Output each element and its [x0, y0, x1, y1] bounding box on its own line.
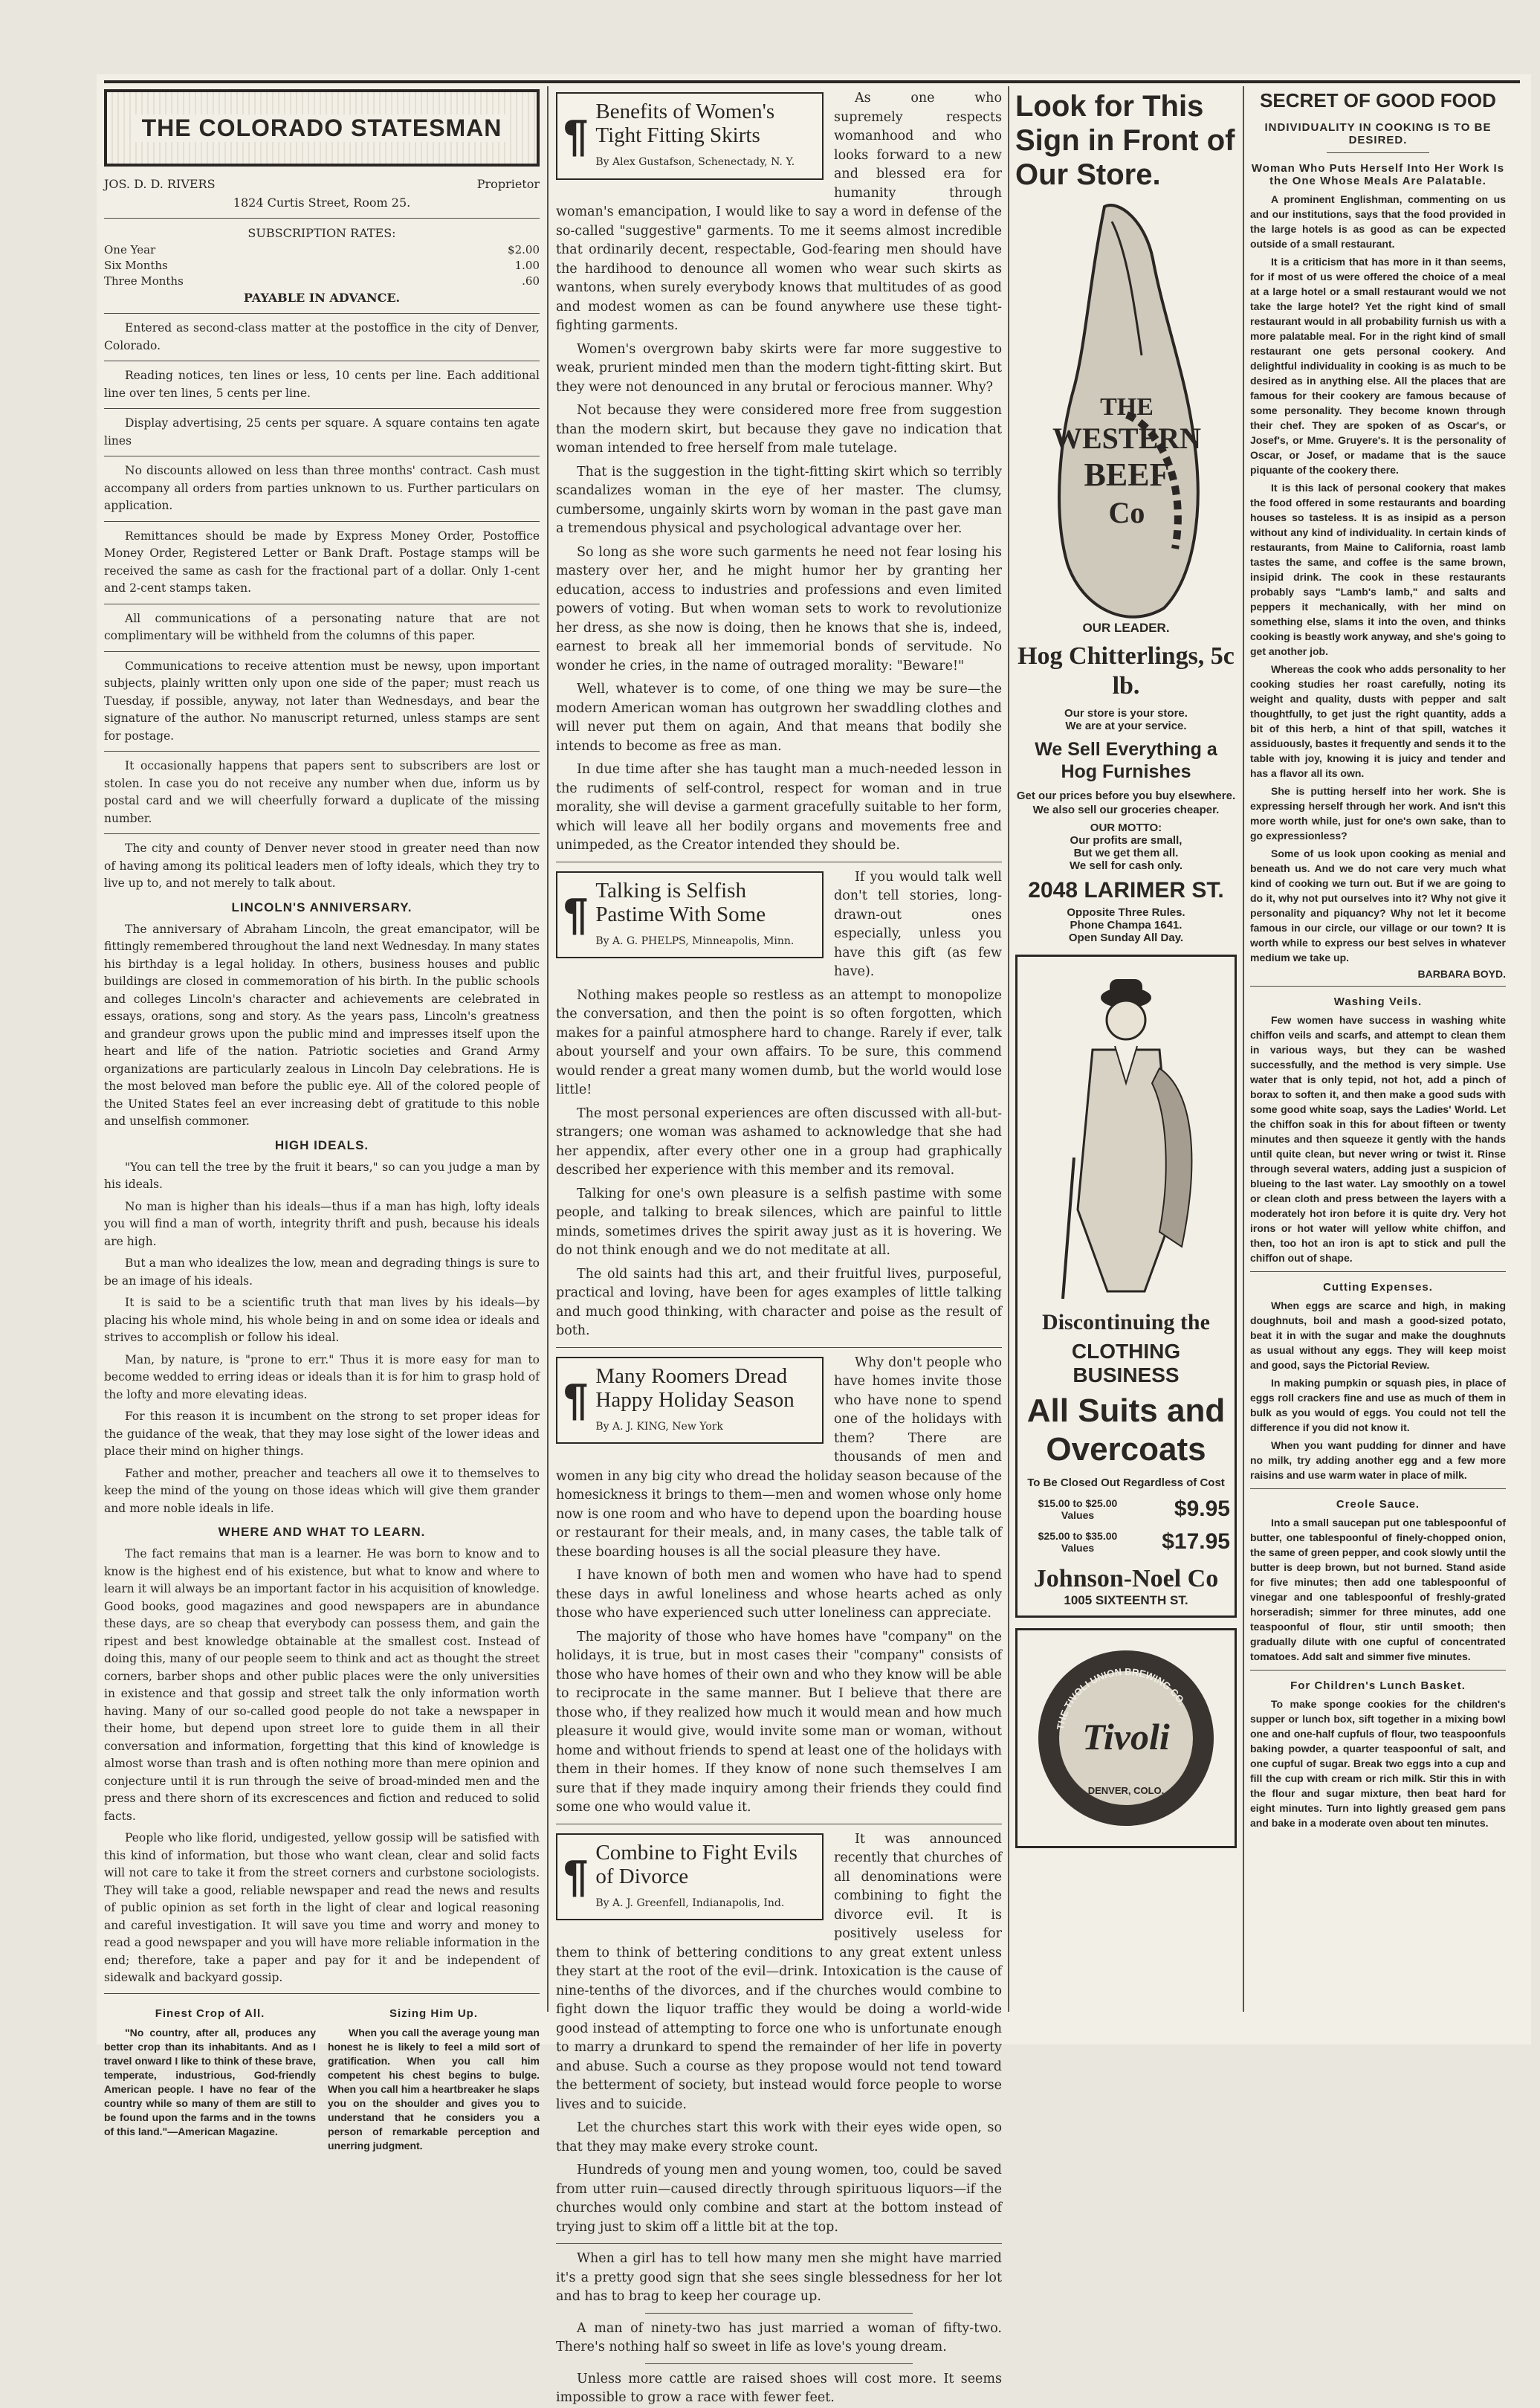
ideals-paragraph: It is said to be a scientific truth that man lives by his ideals—by placing his whole mind, his whole being in and on some idea or ideals and strives to accomplish or follow his ideal.	[104, 1296, 540, 1344]
column-editorial	[104, 89, 540, 2152]
roomers-paragraph: Why don't people who have homes invite those who have none to spend one of the holidays with them? There are thousands of men and women in any big city who dread the holiday season because of the homesickness it brings to them—men and women whose only home now is one room and who have to depend upon the boarding house or restaurant for their meals, and, in many cases, the table talk of these boarding houses is all the social pleasure they have.	[556, 1355, 1002, 1560]
look-for-sign: Look for This Sign in Front of Our Store.	[1015, 90, 1235, 191]
filler-paragraph: A man of ninety-two has just married a woman of fifty-two. There's nothing half so sweet in life as love's young dream.	[556, 2320, 1002, 2354]
article-title: Talking is Selfish Pastime With Some	[595, 878, 766, 926]
pilcrow-icon: ¶	[563, 110, 589, 161]
clothing-business: CLOTHING BUSINESS	[1071, 1340, 1181, 1387]
sell-everything: We Sell Everything a Hog Furnishes	[1035, 739, 1217, 782]
ad-line: Open Sunday All Day.	[1068, 932, 1184, 944]
roomers-paragraph: The majority of those who have homes have "company" on the holidays, it is true, but in most cases their "company" consists of those who have homes of their own and who they know will be able to reciprocate in the same manner. But I believe that there are those who, if they realized how much it would mean and how much pleasure it would give, would invite some man or woman, without home and without friends to spend at least one of the holidays with them in their homes. If they know of none such themselves I am sure that if they made inquiry among their friends they could find some one who would value it.	[556, 1629, 1002, 1815]
sizing-heading: Sizing Him Up.	[389, 2007, 478, 2020]
lunch-heading: For Children's Lunch Basket.	[1290, 1679, 1466, 1692]
food-title: SECRET OF GOOD FOOD	[1260, 89, 1496, 112]
pilcrow-icon: ¶	[563, 889, 589, 940]
ham-illustration	[1015, 192, 1237, 623]
tivoli-ad	[1015, 1628, 1237, 1848]
food-paragraph: She is putting herself into her work. She is expressing herself through her work. And isn't this more worth while, just for one's own sake, than to go expressionless?	[1250, 785, 1506, 842]
all-suits: All Suits and	[1026, 1392, 1226, 1429]
divorce-title-box	[556, 1830, 824, 1924]
rate-row: Six Months 1.00	[104, 259, 540, 272]
skirts-paragraph: Not because they were considered more free from suggestion than the modern skirt, but because they gave no indication that woman intended to free herself from male tutelage.	[556, 403, 1002, 456]
column-features	[556, 89, 1002, 2405]
cutting-paragraph: When eggs are scarce and high, in making doughnuts, boil and mash a good-sized potato, beat it in with the sugar and make the doughnuts as usual without any eggs. They will keep moist and good, says the Pictorial Review.	[1250, 1300, 1506, 1371]
article-author: By Alex Gustafson, Schenectady, N. Y.	[595, 156, 795, 168]
cutting-paragraph: When you want pudding for dinner and have no milk, try adding another egg and a few more raisins and use warm water in place of milk.	[1250, 1439, 1506, 1481]
author-signoff: BARBARA BOYD.	[1417, 968, 1506, 980]
rate-row: Three Months .60	[104, 274, 540, 288]
ad-line: We are at your service.	[1065, 720, 1187, 732]
ad-line: Our store is your store.	[1064, 707, 1188, 720]
food-paragraph: A prominent Englishman, commenting on us and our institutions, says that the food provided in the large hotels is as good as can be expected outside of a small restaurant.	[1250, 193, 1506, 250]
notice: Entered as second-class matter at the postoffice in the city of Denver, Colorado.	[104, 321, 540, 352]
notice: Communications to receive attention must be newsy, upon important subjects, plainly written only upon one side of the paper; must reach us Tuesday, if possible, anyway, not later than Wednesdays, and bear the signature of the author. No manuscript returned, unless stamps are sent for postage.	[104, 659, 540, 743]
ideals-paragraph: Man, by nature, is "prone to err." Thus it is more easy for man to become wedded to erring ideas or ideals than it is for him to grasp hold of the lofty and more elevating ideas.	[104, 1352, 540, 1401]
column-rule	[547, 86, 549, 2012]
skirts-title-box	[556, 89, 824, 183]
ad-line: But we get them all.	[1073, 847, 1179, 859]
chitterlings-price: Hog Chitterlings, 5c lb.	[1017, 642, 1235, 700]
selfish-paragraph: If you would talk well don't tell stories, long-drawn-out ones especially, unless you have this gift (as few have).	[834, 869, 1002, 979]
selfish-paragraph: The most personal experiences are often discussed with all-but-strangers; one woman was ashamed to acknowledge that she had her appendix, after every other one in a group had graphically described her experience with this member and its removal.	[556, 1105, 1002, 1178]
publisher-line	[104, 177, 540, 191]
roomers-title-box	[556, 1354, 824, 1447]
pilcrow-icon: ¶	[563, 1375, 589, 1425]
masthead-logo: THE COLORADO STATESMAN	[104, 89, 540, 167]
clothing-ad	[1015, 955, 1237, 1618]
skirts-paragraph: In due time after she has taught man a much-needed lesson in the rudiments of self-control, respect for woman and in true morality, she will devise a garment gracefully suitable to her form, which will leave all her bodily organs and movements free and unimpeded, as the Creator intended they should be.	[556, 762, 1002, 853]
food-paragraph: It is this lack of personal cookery that makes the food offered in some restaurants and boarding houses so tasteless. It is as insipid as a person without any kind of individuality. In certain kinds of restaurants, from Maine to California, roast lamb tastes the same, and coffee is the same brown, insipid drink. The cook in these restaurants probably says "Lamb's lamb," and salts and peppers it mechanically, with her mind on something else, slams it into the oven, and thinks cooking is beastly work anyway, and she's going to get another job.	[1250, 482, 1506, 657]
notice: All communications of a personating nature that are not complimentary will be withheld from the columns of this paper.	[104, 611, 540, 642]
food-paragraph: Some of us look upon cooking as menial and beneath us. And we do not care very much what kind of cooking we turn out. But if we are going to do it, why not put ourselves into it? Why not give it personality and piquancy? Why not let it become famous in our circle, our village or our town? It is worth while to express our best selves in whatever medium we take up.	[1250, 848, 1506, 963]
lincoln-paragraph: The anniversary of Abraham Lincoln, the great emancipator, will be fittingly remembered throughout the land next Wednesday. In many states his birthday is a legal holiday. In others, business houses and public buildings are closed in commemoration of his birth. In the public schools and colleges Lincoln's character and achievements are celebrated in essays, orations, song and story. As the years pass, Lincoln's greatness and grandeur grows upon the public mind and impresses itself upon the heart and life of the nation. Patriotic societies and Grand Army organizations are particularly zealous in Lincoln Day celebrations. He is the most beloved man before the public eye. All of the colored people of the United States feel an ever increasing debt of gratitude to this noble and unselfish commoner.	[104, 922, 540, 1128]
column-advertisements	[1015, 89, 1237, 2022]
lincoln-heading: LINCOLN'S ANNIVERSARY.	[231, 900, 412, 914]
ideals-heading: HIGH IDEALS.	[274, 1137, 369, 1152]
intro-paragraph: The city and county of Denver never stood in greater need than now of having among its political leaders men of lofty ideals, which they try to live up to, and not merely to talk about.	[104, 842, 540, 890]
beef-address: 2048 LARIMER ST.	[1028, 878, 1224, 903]
tivoli-city: DENVER, COLO.	[1087, 1785, 1165, 1796]
learn-paragraph: The fact remains that man is a learner. He was born to know and to know is the highest end of his existence, but what to know and where to learn it will always be an important factor in his acquisition of knowledge. Good books, good magazines and good newspapers are in abundance these days, are so cheap that everybody can possess them, and gain the ripest and best knowledge obtainable at the smallest cost. Instead of doing this, many of our people seem to think and act as thought the street corners, barber shops and other public places were the only universities in existence and that gossip and street talk the only information worth having. Many of our so-called good people do not take a newspaper in their home, but depend upon street lore to guide them in all their conversation and information, forgetting that this kind of knowledge is almost worse than trash and is often nothing more than mere opinion and conjecture until it is run through the seive of broad-minded men and the press and there shorn of its excrescences and fiction and reduced to solid facts.	[104, 1547, 540, 1823]
filler-paragraph: When a girl has to tell how many men she might have married it's a pretty good sign that she sees single blessedness for her lot and has to brag to keep her courage up.	[556, 2251, 1002, 2304]
tivoli-wordmark: Tivoli	[1082, 1716, 1170, 1757]
price-range: $15.00 to $25.00 Values	[1038, 1497, 1118, 1521]
crop-paragraph: "No country, after all, produces any better crop than its inhabitants. And as I travel onward I like to think of these brave, temperate, industrious, God-friendly American people. I have no fear of the country while so many of them are still to be found upon the farms and in the towns of this land."—American Magazine.	[104, 2026, 316, 2137]
subscription-heading: SUBSCRIPTION RATES:	[248, 226, 396, 240]
overcoats: Overcoats	[1046, 1431, 1206, 1468]
lunch-paragraph: To make sponge cookies for the children's supper or lunch box, sift together in a mixing bowl one and one-half cupfuls of flour, two teaspoonfuls baking powder, a quarter teaspoonful of salt, and one cupful of sugar. Break two eggs into a cup and fill the cup with cream or rich milk. Stir this in with the flour and sugar mixture, then beat hard for eight minutes. Turn into lightly greased gem pans and bake in a moderate oven about ten minutes.	[1250, 1698, 1506, 1829]
brand-line-1: THE	[1100, 393, 1154, 421]
pilcrow-icon: ¶	[563, 1851, 589, 1902]
article-author: By A. J. Greenfell, Indianapolis, Ind.	[595, 1897, 785, 1909]
selfish-paragraph: Nothing makes people so restless as an attempt to monopolize the conversation, and then the point is so often forgotten, which makes for a painful atmosphere hard to change. Rarely if ever, talk about yourself and your own affairs. To be sure, this commend would render a great many women dumb, but the world would lose little!	[556, 987, 1002, 1097]
divorce-paragraph: Hundreds of young men and young women, too, could be saved from utter ruin—caused directly through spirituous liquors—if the churches would only combine and start at the bottom instead of trying just to skim off a little bit at the top.	[556, 2163, 1002, 2235]
notice: Display advertising, 25 cents per square. A square contains ten agate lines	[104, 416, 540, 448]
cutting-heading: Cutting Expenses.	[1323, 1281, 1433, 1294]
sale-price: $9.95	[1174, 1497, 1230, 1521]
food-paragraph: Whereas the cook who adds personality to her cooking studies her roast carefully, noting its weight and quality, dusts with pepper and salt thoughtfully, to get just the right quantity, adds a bit of this herb, a hint of that spill, watches it assiduously, bastes it frequently and sends it to the table with joy, knowing it is juicy and tender and has a flavor all its own.	[1250, 663, 1506, 779]
notice: Reading notices, ten lines or less, 10 cents per line. Each additional line over ten lines, 5 cents per line.	[104, 369, 540, 400]
notice: Remittances should be made by Express Money Order, Postoffice Money Order, Registered Letter or Bank Draft. Postage stamps will be received the same as cash for the fractional part of a dollar. Only 1-cent and 2-cent stamps taken.	[104, 529, 540, 595]
tivoli-ring-text: THE TIVOLI UNION BREWING CO.	[1054, 1665, 1188, 1731]
ad-line: Phone Champa 1641.	[1070, 919, 1182, 932]
skirts-paragraph: So long as she wore such garments he need not fear losing his mastery over her, and he might humor her by granting her education, access to industries and professions and even limited powers of voting. But when woman sets to work to revolutionize her dress, as she now is doing, then he knows that she is, indeed, earnest to break all her immemorial bonds of servitude. No wonder he cries, in the name of outraged morality: "Beware!"	[556, 544, 1002, 674]
filler-paragraph: Unless more cattle are raised shoes will cost more. It seems impossible to grow a race with fewer feet.	[556, 2371, 1002, 2405]
skirts-paragraph: As one who supremely respects womanhood and who looks forward to a new and blessed era for humanity through woman's emancipation, I would like to say a word in defense of the so-called "suggestive" garments. To me it seems almost incredible that ordinarily decent, respectable, God-fearing men should have the hardihood to denounce all women who wear such skirts as wantons, when surely everybody knows that multitudes of as good and modest women as can be found anywhere use these tight-fighting garments.	[556, 91, 1002, 333]
divorce-paragraph: Let the churches start this work with their eyes wide open, so that they may make every stroke count.	[556, 2120, 1002, 2154]
bottom-subcolumns	[104, 2000, 540, 2157]
selfish-paragraph: The old saints had this art, and their fruitful lives, purposeful, practical and loving, have been for ages examples of little talking and much good thinking, with character and poise as the result of both.	[556, 1266, 1002, 1338]
roomers-paragraph: I have known of both men and women who have had to spend these days in awful loneliness and whose hearts ached as only those who have experienced such utter loneliness can appreciate.	[556, 1568, 1002, 1621]
divorce-paragraph: It was announced recently that churches of all denominations were combining to fight the divorce evil. It is positively useless for them to think of bettering conditions to any great extent unless they start at the root of the evil—drink. Intoxication is the cause of nine-tenths of the divorces, and if the churches would combine to fight down the liquor traffic they would be doing a world-wide good instead of attempting to force one who is unfortunate enough to marry a drunkard to spend the remainder of her life in poverty and abuse. Such a course as they propose would not tend toward the betterment of society, but instead would force people to worse lives and to suicide.	[556, 1831, 1002, 2112]
crop-heading: Finest Crop of All.	[155, 2007, 265, 2020]
rates-list	[104, 242, 540, 289]
ad-line: Our profits are small,	[1070, 834, 1182, 847]
column-rule	[1243, 86, 1244, 2012]
notice: It occasionally happens that papers sent to subscribers are lost or stolen. In case you do not receive any number when due, inform us by postal card and we will cheerfully forward a duplicate of the missing number.	[104, 759, 540, 825]
veils-paragraph: Few women have success in washing white chiffon veils and scarfs, and attempt to clean them in various ways, but they can be washed successfully, and the method is very simple. Use water that is only tepid, not hot, add a pinch of borax to soften it, and then make a good suds with some good white soap, says the Ladies' World. Let the chiffon soak in this for about fifteen or twenty minutes and then squeeze it gently with the hands until quite clean, but never wring or twist it. Rinse through several waters, adding just a suspicion of blueing to the last water. Lay smoothly on a towel or clean cloth and press between the layers with a moderately hot iron before it is quite dry. Very hot irons or hot water will yellow white chiffon, and then, too hot an iron is apt to stick and pull the chiffon out of shape.	[1250, 1014, 1506, 1264]
learn-heading: WHERE AND WHAT TO LEARN.	[218, 1525, 426, 1539]
article-author: By A. J. KING, New York	[595, 1420, 723, 1433]
veils-heading: Washing Veils.	[1333, 995, 1423, 1008]
skirts-paragraph: Women's overgrown baby skirts were far more suggestive to weak, prurient minded men than the modern tight-fitting skirt. But they were not denounced in any brutal or ferocious manner. Why?	[556, 341, 1002, 395]
article-title: Many Roomers Dread Happy Holiday Season	[595, 1363, 795, 1412]
sale-price: $17.95	[1162, 1529, 1230, 1554]
top-rule	[104, 80, 1520, 83]
price-row	[1022, 1529, 1230, 1555]
ideals-paragraph: "You can tell the tree by the fruit it bears," so can you judge a man by his ideals.	[104, 1160, 540, 1191]
ideals-paragraph: But a man who idealizes the low, mean and degrading things is sure to be an image of his ideals.	[104, 1256, 540, 1288]
creole-paragraph: Into a small saucepan put one tablespoonful of butter, one tablespoonful of finely-chopped onion, the same of green pepper, and cook slowly until the butter is deep brown, but not burned. Stand aside for five minutes; then add one tablespoonful of vinegar and one tablespoonful of freshly-grated horseradish; simmer for three minutes, add one teaspoonful of flour, stir until smooth; then gradually dilute with one cupful of concentrated tomatoes. Add salt and simmer five minutes.	[1250, 1517, 1506, 1662]
selfish-title-box	[556, 868, 824, 962]
payable-note: PAYABLE IN ADVANCE.	[243, 291, 401, 305]
rate-row: One Year $2.00	[104, 243, 540, 256]
learn-paragraph: People who like florid, undigested, yellow gossip will be satisfied with this kind of information, but those who want clean, clear and solid facts will not care to take it from the street corners and curbstone sociologists. They will take a good, reliable newspaper and read the news and results of public opinion as set forth in the light of clear and logical reasoning and careful investigation. It will save you time and worry and money to read a good newspaper and you will have more reliable information in the end; therefore, take a paper and pay for it and be independent of sidewalk and backyard gossip.	[104, 1831, 540, 1984]
article-author: By A. G. PHELPS, Minneapolis, Minn.	[595, 935, 795, 947]
ideals-paragraph: For this reason it is incumbent on the strong to set proper ideas for the guidance of the weak, that they may lose sight of the lower ideas and place their mind on higher things.	[104, 1410, 540, 1458]
brand-line-3: BEEF	[1084, 456, 1170, 493]
tivoli-emblem	[1033, 1645, 1219, 1831]
western-beef-ad	[1015, 89, 1237, 944]
ideals-paragraph: No man is higher than his ideals—thus if a man has high, lofty ideals you will find a man of worth, integrity thrift and push, because his ideals are high.	[104, 1199, 540, 1248]
article-title: Combine to Fight Evils of Divorce	[595, 1840, 798, 1888]
ad-line: Opposite Three Rules.	[1067, 906, 1185, 919]
brand-line-2: WESTERN	[1052, 422, 1202, 455]
cutting-paragraph: In making pumpkin or squash pies, in place of eggs roll crackers fine and use as much of them in bulk as you would of eggs. You could not tell the difference if you did not know it.	[1250, 1377, 1506, 1433]
article-title: Benefits of Women's Tight Fitting Skirts	[595, 100, 775, 147]
ad-line: OUR MOTTO:	[1090, 822, 1162, 834]
selfish-paragraph: Talking for one's own pleasure is a selfish pastime with some people, and talking to break silences, which are painful to little minds, sometimes drives the spirit away just as it is hovering. We do not think enough and we do not meditate at all.	[556, 1186, 1002, 1258]
publisher-name: JOS. D. D. RIVERS	[104, 177, 216, 191]
notice: No discounts allowed on less than three months' contract. Cash must accompany all orders from parties unknown to us. Further particulars on application.	[104, 464, 540, 512]
skirts-paragraph: Well, whatever is to come, of one thing we may be sure—the modern American woman has outgrown her swaddling clothes and will never put them on again, And that means that bodily she intends to become as free as man.	[556, 682, 1002, 754]
creole-heading: Creole Sauce.	[1336, 1498, 1420, 1511]
ad-line: Get our prices before you buy elsewhere. We also sell our groceries cheaper.	[1016, 790, 1236, 816]
publisher-role: Proprietor	[476, 177, 540, 191]
food-deck: Woman Who Puts Herself Into Her Work Is the One Whose Meals Are Palatable.	[1251, 162, 1505, 187]
discontinuing: Discontinuing the	[1042, 1310, 1210, 1334]
ideals-paragraph: Father and mother, preacher and teachers all owe it to themselves to keep the mind of the young on those ideas which will give them grander and more noble ideals in life.	[104, 1466, 540, 1515]
price-row	[1022, 1497, 1230, 1522]
food-paragraph: It is a criticism that has more in it than seems, for if most of us were offered the choice of a meal at a large hotel or a small restaurant would we not take the large hotel? Yet the right kind of small restaurant would in all probability furnish us with a more palatable meal. For in the right kind of small restaurant one gets personal cookery. And delightful individuality in cooking is as much to be desired as in anything else. All the places that are famous for their cookery are famous because of some personality. They become known through their chef. They are spoken of as Oscar's, or Josef's, or Mme. Gruyere's. It is the personality of Oscar, or Josef, or madame that is the sauce piquante of the cookery there.	[1250, 256, 1506, 476]
gentleman-illustration	[1022, 964, 1230, 1306]
clothing-address: 1005 SIXTEENTH ST.	[1064, 1593, 1188, 1607]
johnson-noel-logo: Johnson-Noel Co	[1033, 1565, 1219, 1592]
column-rule	[1008, 86, 1009, 2012]
skirts-paragraph: That is the suggestion in the tight-fitting skirt which so terribly scandalizes woman in the eye of her master. The clumsy, cumbersome, ungainly skirts worn by woman in the past gave man a tremendous physical and psychological advantage over her.	[556, 464, 1002, 536]
ad-line: We sell for cash only.	[1070, 859, 1182, 872]
price-range: $25.00 to $35.00 Values	[1038, 1530, 1118, 1554]
sizing-paragraph: When you call the average young man honest he is likely to feel a mild sort of gratification. When you call him competent his chest begins to bulge. When you call him a heartbreaker he slaps you on the shoulder and gives you to understand that he considers you a person of remarkable perception and unerring judgment.	[328, 2026, 540, 2152]
our-leader: OUR LEADER.	[1082, 621, 1170, 635]
closed-out: To Be Closed Out Regardless of Cost	[1027, 1476, 1225, 1489]
column-household	[1250, 89, 1506, 2022]
office-address: 1824 Curtis Street, Room 25.	[233, 196, 411, 210]
food-subtitle: INDIVIDUALITY IN COOKING IS TO BE DESIRED.	[1264, 121, 1492, 146]
brand-line-4: Co	[1108, 496, 1145, 529]
